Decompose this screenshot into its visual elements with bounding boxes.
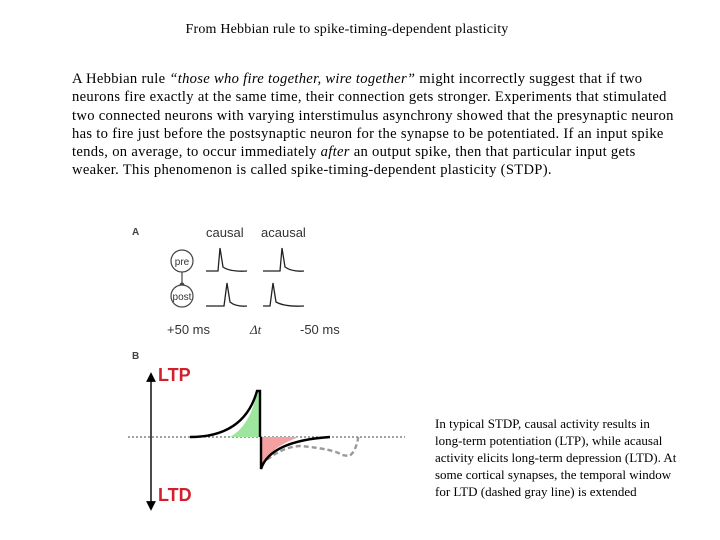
- figure-caption: In typical STDP, causal activity results in long-term potentiation (LTP), while acausal activity elicits long-term depression (LTD). At some cortical synapses, the temporal window for LTD (dashed gray line) is extended: [435, 416, 677, 499]
- causal-post-spike: [206, 283, 247, 306]
- panel-b-label: B: [132, 351, 140, 362]
- acausal-post-spike: [263, 283, 304, 306]
- dt-right-label: -50 ms: [300, 322, 340, 337]
- intro-paragraph: [72, 70, 678, 180]
- para-intro: A Hebbian rule: [72, 71, 170, 87]
- causal-label: causal: [206, 225, 244, 240]
- pre-label: pre: [174, 257, 190, 268]
- stdp-figure: [120, 215, 430, 525]
- causal-pre-spike: [206, 248, 247, 271]
- post-label: post: [172, 292, 192, 303]
- para-emph: after: [320, 144, 350, 161]
- para-end: an output spike, then that particular input gets weaker. This phenomenon is called spike-timing-dependent plasticity (STDP).: [72, 144, 636, 179]
- acausal-label: acausal: [261, 225, 306, 240]
- panel-a-label: A: [132, 227, 140, 238]
- slide-title: From Hebbian rule to spike-timing-dependent plasticity: [185, 22, 509, 37]
- para-mid: might incorrectly suggest that if two neurons fire exactly at the same time, their connection gets stronger. Experiments that stimulated two connected neurons with varying interstimulus asynchrony showed that the presynaptic neuron has to fire just before the postsynaptic neuron for the synapse to be potentiated. If an input spike tends, on average, to occur immediately: [72, 71, 674, 161]
- acausal-pre-spike: [263, 248, 304, 271]
- ltp-label: LTP: [158, 365, 191, 385]
- para-quote: “those who fire together, wire together”: [169, 71, 416, 87]
- dt-left-label: +50 ms: [167, 322, 210, 337]
- dt-symbol: Δt: [250, 322, 262, 337]
- ltd-label: LTD: [158, 485, 192, 505]
